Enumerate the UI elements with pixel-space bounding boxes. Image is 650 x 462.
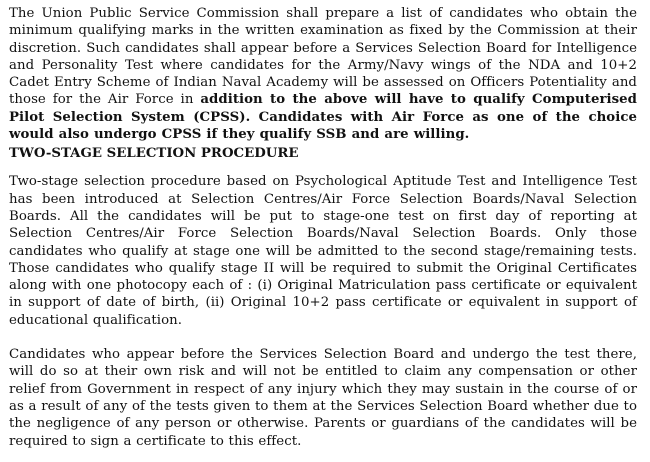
paragraph-ssb-list-text: The Union Public Service Commission shall prepare a list of candidates who obtain the minimum qualifying marks in the written examination as fixed by the Commission at their discretion. Such candidates shall appear before a Services Selection Board for Intelligence and Personality Test where candidates for the Army/Navy wings of the NDA and 10+2 Cadet Entry Scheme of Indian Naval Academy will be assessed on Officers Potentiality and those for the Air Force in [9,6,637,108]
paragraph-ssb-list-bold-text: addition to the above will have to qualify Computerised Pilot Selection System (CPSS). Candidates with Air Force as one of the choice would also undergo CPSS if they qualify SSB and are willing. [9,92,638,143]
paragraph-two-stage: Two-stage selection procedure based on Psychological Aptitude Test and Intelligence Test has been introduced at Selection Centres/Air Force Selection Boards/Naval Selection Boards. All the candidates will be put to stage-one test on first day of reporting at Selection Centres/Air Force Selection Boards/Naval Selection Boards. Only those candidates who qualify at stage one will be admitted to the second stage/remaining tests. Those candidates who qualify stage II will be required to submit the Original Certificates along with one photocopy each of : (i) Original Matriculation pass certificate or equivalent in support of date of birth, (ii) Original 10+2 pass certificate or equivalent in support of educational qualification. [9,174,637,328]
document-body [9,5,637,450]
section-heading: TWO-STAGE SELECTION PROCEDURE [9,146,299,162]
paragraph-ssb-list [9,5,637,143]
paragraph-risk-disclaimer: Candidates who appear before the Services Selection Board and undergo the test there, will do so at their own risk and will not be entitled to claim any compensation or other relief from Government in respect of any injury which they may sustain in the course of or as a result of any of the tests given to them at the Services Selection Board whether due to the negligence of any person or otherwise. Parents or guardians of the candidates will be required to sign a certificate to this effect. [9,347,637,449]
